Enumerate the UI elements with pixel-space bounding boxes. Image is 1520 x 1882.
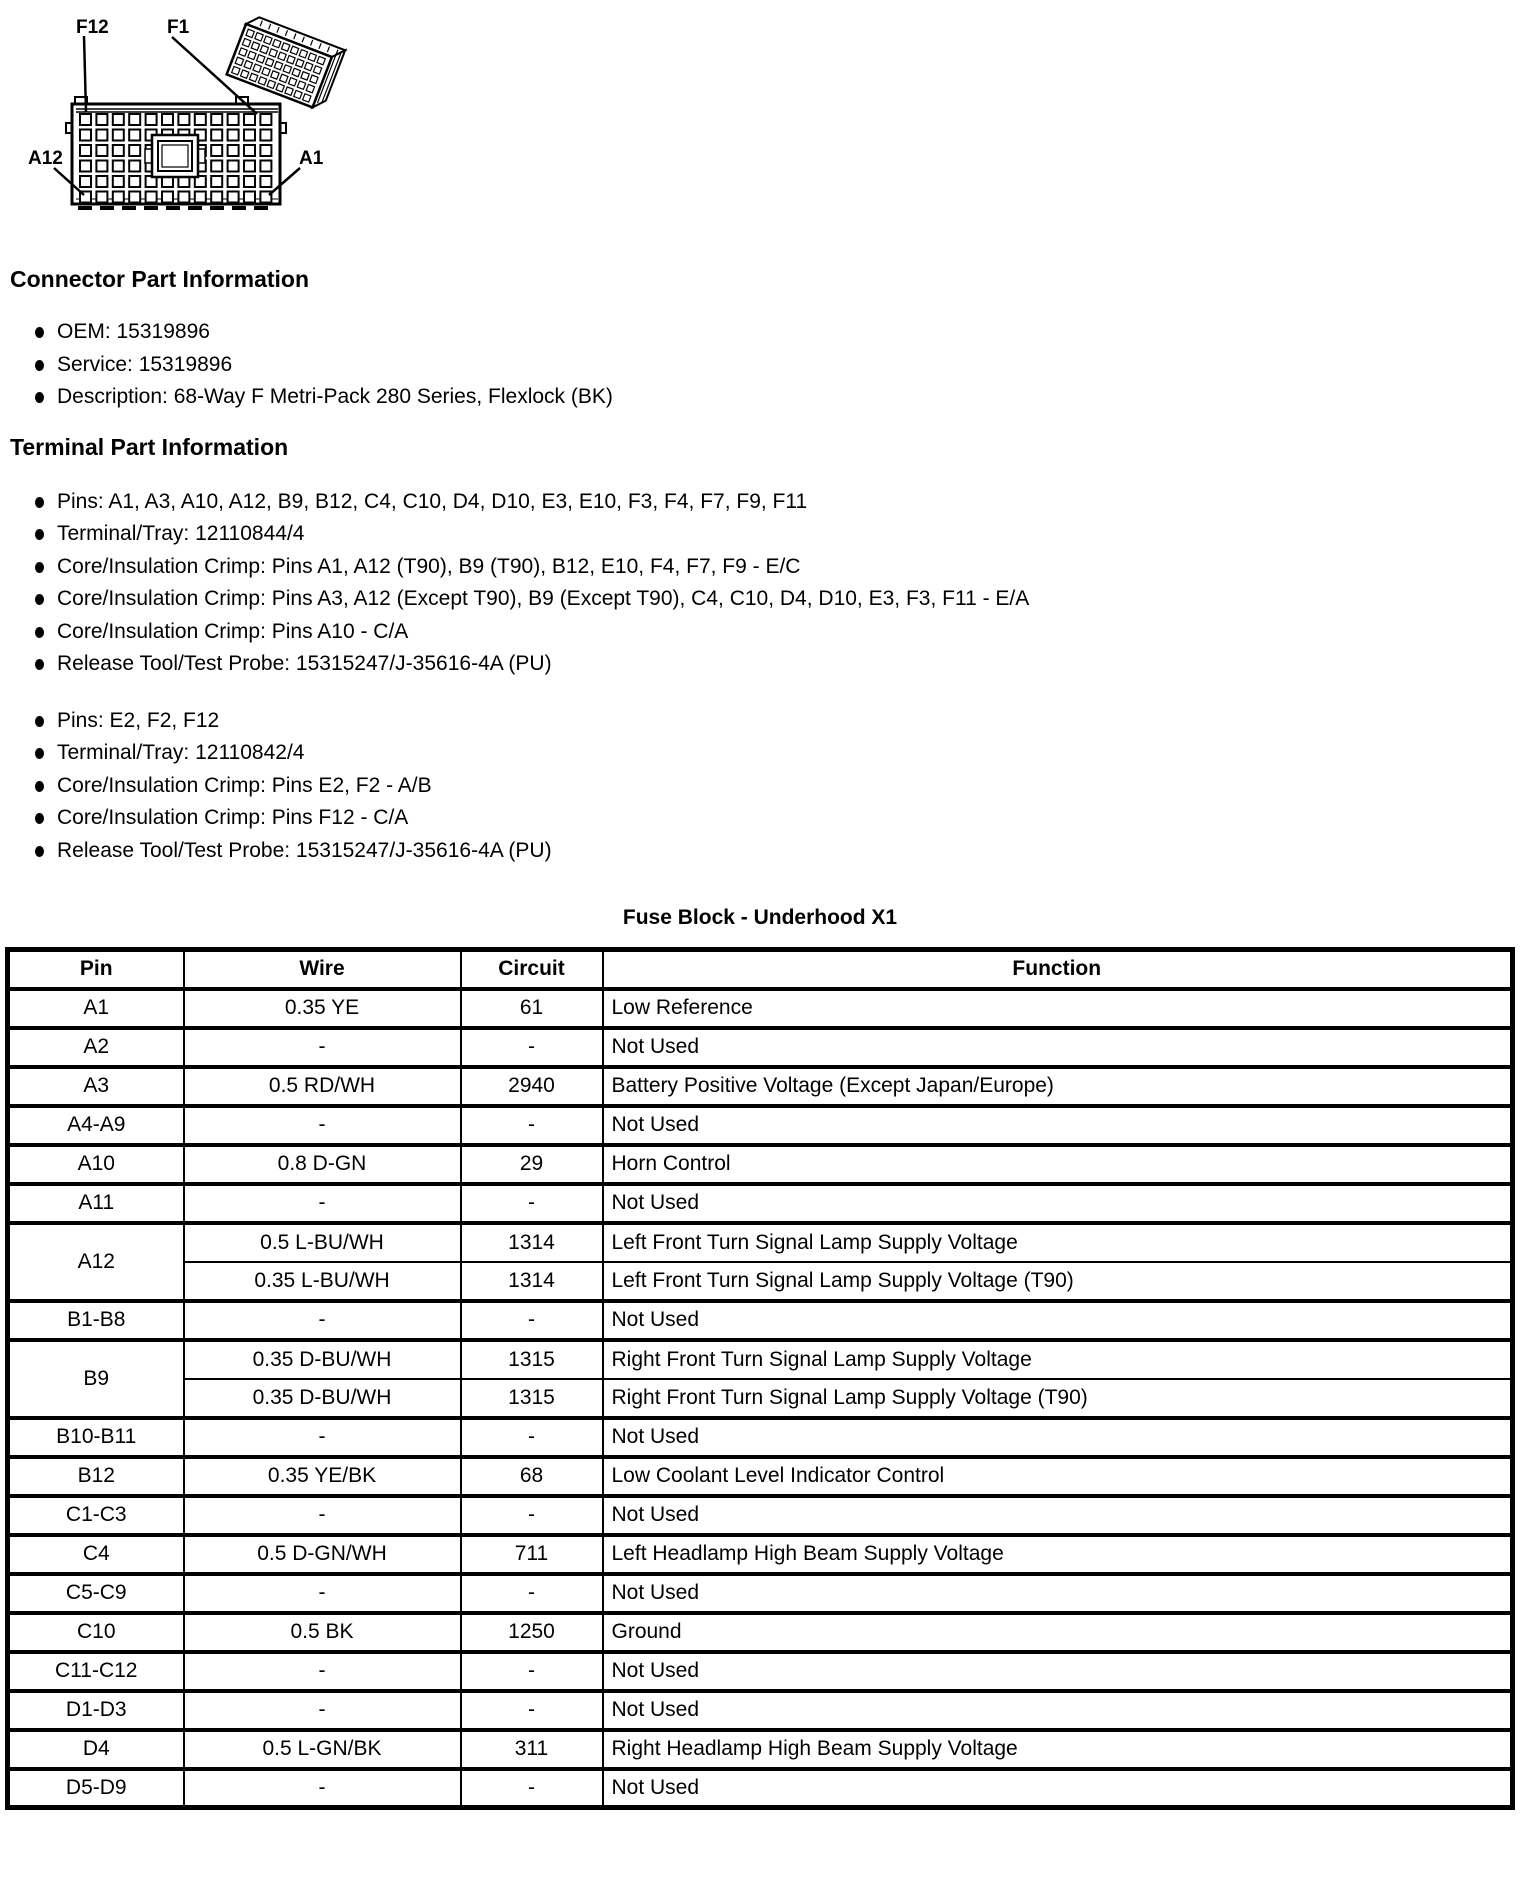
wire-cell: - — [184, 1769, 461, 1808]
circuit-cell: - — [461, 1301, 603, 1340]
circuit-cell: 61 — [461, 989, 603, 1028]
pin-label-a1: A1 — [299, 148, 324, 169]
wire-cell: - — [184, 1106, 461, 1145]
function-cell: Ground — [603, 1613, 1513, 1652]
table-row — [8, 1223, 1513, 1262]
connector-front-view — [66, 97, 286, 208]
pin-cell: A11 — [8, 1184, 184, 1223]
function-cell: Right Front Turn Signal Lamp Supply Voltage (T90) — [603, 1379, 1513, 1418]
pin-label-f1: F1 — [167, 17, 190, 38]
pin-cell: A12 — [8, 1223, 184, 1301]
circuit-cell: - — [461, 1418, 603, 1457]
wire-cell: 0.5 L-GN/BK — [184, 1730, 461, 1769]
function-cell: Left Headlamp High Beam Supply Voltage — [603, 1535, 1513, 1574]
table-row — [8, 1106, 1513, 1145]
wire-cell: 0.35 D-BU/WH — [184, 1340, 461, 1379]
table-row — [8, 1691, 1513, 1730]
connector-diagram — [0, 6, 400, 220]
col-header-wire: Wire — [184, 950, 461, 989]
circuit-cell: - — [461, 1691, 603, 1730]
table-row — [8, 1730, 1513, 1769]
bullet-item: Release Tool/Test Probe: 15315247/J-35616-4A (PU) — [33, 835, 1520, 868]
table-row — [8, 1457, 1513, 1496]
table-row — [8, 1028, 1513, 1067]
table-row — [8, 1535, 1513, 1574]
function-cell: Right Front Turn Signal Lamp Supply Voltage — [603, 1340, 1513, 1379]
table-row — [8, 1262, 1513, 1301]
function-cell: Not Used — [603, 1106, 1513, 1145]
function-cell: Not Used — [603, 1496, 1513, 1535]
circuit-cell: - — [461, 1496, 603, 1535]
wire-cell: - — [184, 1574, 461, 1613]
bullet-item: Description: 68-Way F Metri-Pack 280 Series, Flexlock (BK) — [33, 381, 1520, 414]
wire-cell: 0.35 YE — [184, 989, 461, 1028]
bullet-item: Terminal/Tray: 12110842/4 — [33, 737, 1520, 770]
wire-cell: 0.35 L-BU/WH — [184, 1262, 461, 1301]
pin-cell: B10-B11 — [8, 1418, 184, 1457]
function-cell: Low Coolant Level Indicator Control — [603, 1457, 1513, 1496]
center-latch — [145, 135, 205, 177]
bullet-item: Core/Insulation Crimp: Pins A10 - C/A — [33, 616, 1520, 649]
pin-cell: D1-D3 — [8, 1691, 184, 1730]
table-row — [8, 1613, 1513, 1652]
pin-label-a12: A12 — [28, 148, 63, 169]
table-row — [8, 1301, 1513, 1340]
bullet-item: Core/Insulation Crimp: Pins E2, F2 - A/B — [33, 770, 1520, 803]
bullet-item: Release Tool/Test Probe: 15315247/J-35616-4A (PU) — [33, 648, 1520, 681]
wire-cell: - — [184, 1418, 461, 1457]
function-cell: Left Front Turn Signal Lamp Supply Voltage — [603, 1223, 1513, 1262]
circuit-cell: - — [461, 1106, 603, 1145]
pin-cell: C4 — [8, 1535, 184, 1574]
table-title: Fuse Block - Underhood X1 — [622, 906, 898, 929]
bullet-item: Core/Insulation Crimp: Pins F12 - C/A — [33, 802, 1520, 835]
fuse-block-table — [5, 947, 1515, 1810]
wire-cell: - — [184, 1496, 461, 1535]
pin-cell: B9 — [8, 1340, 184, 1418]
table-row — [8, 1340, 1513, 1379]
circuit-cell: 2940 — [461, 1067, 603, 1106]
circuit-cell: 1250 — [461, 1613, 603, 1652]
bullet-item: Core/Insulation Crimp: Pins A1, A12 (T90), B9 (T90), B12, E10, F4, F7, F9 - E/C — [33, 551, 1520, 584]
function-cell: Battery Positive Voltage (Except Japan/Europe) — [603, 1067, 1513, 1106]
function-cell: Not Used — [603, 1184, 1513, 1223]
circuit-cell: 1315 — [461, 1379, 603, 1418]
wire-cell: 0.35 D-BU/WH — [184, 1379, 461, 1418]
bullet-item: OEM: 15319896 — [33, 316, 1520, 349]
pin-cell: A10 — [8, 1145, 184, 1184]
circuit-cell: 711 — [461, 1535, 603, 1574]
terminal-info-list-2 — [0, 705, 1520, 868]
circuit-cell: - — [461, 1574, 603, 1613]
pin-cell: B1-B8 — [8, 1301, 184, 1340]
pin-cell: C5-C9 — [8, 1574, 184, 1613]
pin-cell: B12 — [8, 1457, 184, 1496]
table-header-row — [8, 950, 1513, 989]
table-row — [8, 1652, 1513, 1691]
connector-info-list — [0, 316, 1520, 414]
pin-cell: C1-C3 — [8, 1496, 184, 1535]
table-row — [8, 1067, 1513, 1106]
circuit-cell: - — [461, 1028, 603, 1067]
pin-cell: D4 — [8, 1730, 184, 1769]
circuit-cell: 311 — [461, 1730, 603, 1769]
pin-cell: D5-D9 — [8, 1769, 184, 1808]
function-cell: Left Front Turn Signal Lamp Supply Voltage (T90) — [603, 1262, 1513, 1301]
circuit-cell: - — [461, 1769, 603, 1808]
function-cell: Not Used — [603, 1301, 1513, 1340]
circuit-cell: - — [461, 1184, 603, 1223]
pin-cell: A4-A9 — [8, 1106, 184, 1145]
function-cell: Not Used — [603, 1418, 1513, 1457]
pin-cell: C11-C12 — [8, 1652, 184, 1691]
wire-cell: 0.5 L-BU/WH — [184, 1223, 461, 1262]
wire-cell: - — [184, 1691, 461, 1730]
pin-cell: A1 — [8, 989, 184, 1028]
wire-cell: 0.5 D-GN/WH — [184, 1535, 461, 1574]
table-header — [8, 950, 1513, 989]
pin-cell: C10 — [8, 1613, 184, 1652]
table-row — [8, 1184, 1513, 1223]
col-header-circuit: Circuit — [461, 950, 603, 989]
pin-cell: A3 — [8, 1067, 184, 1106]
wire-cell: - — [184, 1184, 461, 1223]
wire-cell: 0.5 BK — [184, 1613, 461, 1652]
bullet-item: Pins: A1, A3, A10, A12, B9, B12, C4, C10, D4, D10, E3, E10, F3, F4, F7, F9, F11 — [33, 486, 1520, 519]
col-header-pin: Pin — [8, 950, 184, 989]
terminal-info-list-1 — [0, 486, 1520, 681]
connector-info-heading: Connector Part Information — [10, 266, 310, 292]
wire-cell: - — [184, 1301, 461, 1340]
wire-cell: 0.35 YE/BK — [184, 1457, 461, 1496]
bullet-item: Terminal/Tray: 12110844/4 — [33, 518, 1520, 551]
table-row — [8, 1574, 1513, 1613]
function-cell: Not Used — [603, 1769, 1513, 1808]
bullet-item: Pins: E2, F2, F12 — [33, 705, 1520, 738]
wire-cell: - — [184, 1652, 461, 1691]
terminal-info-heading: Terminal Part Information — [10, 433, 289, 460]
table-row — [8, 1769, 1513, 1808]
col-header-function: Function — [603, 950, 1513, 989]
wire-cell: - — [184, 1028, 461, 1067]
circuit-cell: 1314 — [461, 1223, 603, 1262]
pin-cell: A2 — [8, 1028, 184, 1067]
circuit-cell: - — [461, 1652, 603, 1691]
circuit-cell: 68 — [461, 1457, 603, 1496]
function-cell: Not Used — [603, 1574, 1513, 1613]
function-cell: Not Used — [603, 1691, 1513, 1730]
function-cell: Right Headlamp High Beam Supply Voltage — [603, 1730, 1513, 1769]
function-cell: Low Reference — [603, 989, 1513, 1028]
pin-label-f12: F12 — [76, 17, 109, 38]
bullet-item: Service: 15319896 — [33, 349, 1520, 382]
table-row — [8, 1379, 1513, 1418]
table-row — [8, 989, 1513, 1028]
circuit-cell: 1315 — [461, 1340, 603, 1379]
bullet-item: Core/Insulation Crimp: Pins A3, A12 (Except T90), B9 (Except T90), C4, C10, D4, D10, E3, F3, F11 - E/A — [33, 583, 1520, 616]
function-cell: Not Used — [603, 1652, 1513, 1691]
function-cell: Horn Control — [603, 1145, 1513, 1184]
wire-cell: 0.8 D-GN — [184, 1145, 461, 1184]
wire-cell: 0.5 RD/WH — [184, 1067, 461, 1106]
fuse-table-body — [8, 989, 1513, 1808]
table-row — [8, 1418, 1513, 1457]
table-row — [8, 1496, 1513, 1535]
table-row — [8, 1145, 1513, 1184]
circuit-cell: 29 — [461, 1145, 603, 1184]
circuit-cell: 1314 — [461, 1262, 603, 1301]
function-cell: Not Used — [603, 1028, 1513, 1067]
